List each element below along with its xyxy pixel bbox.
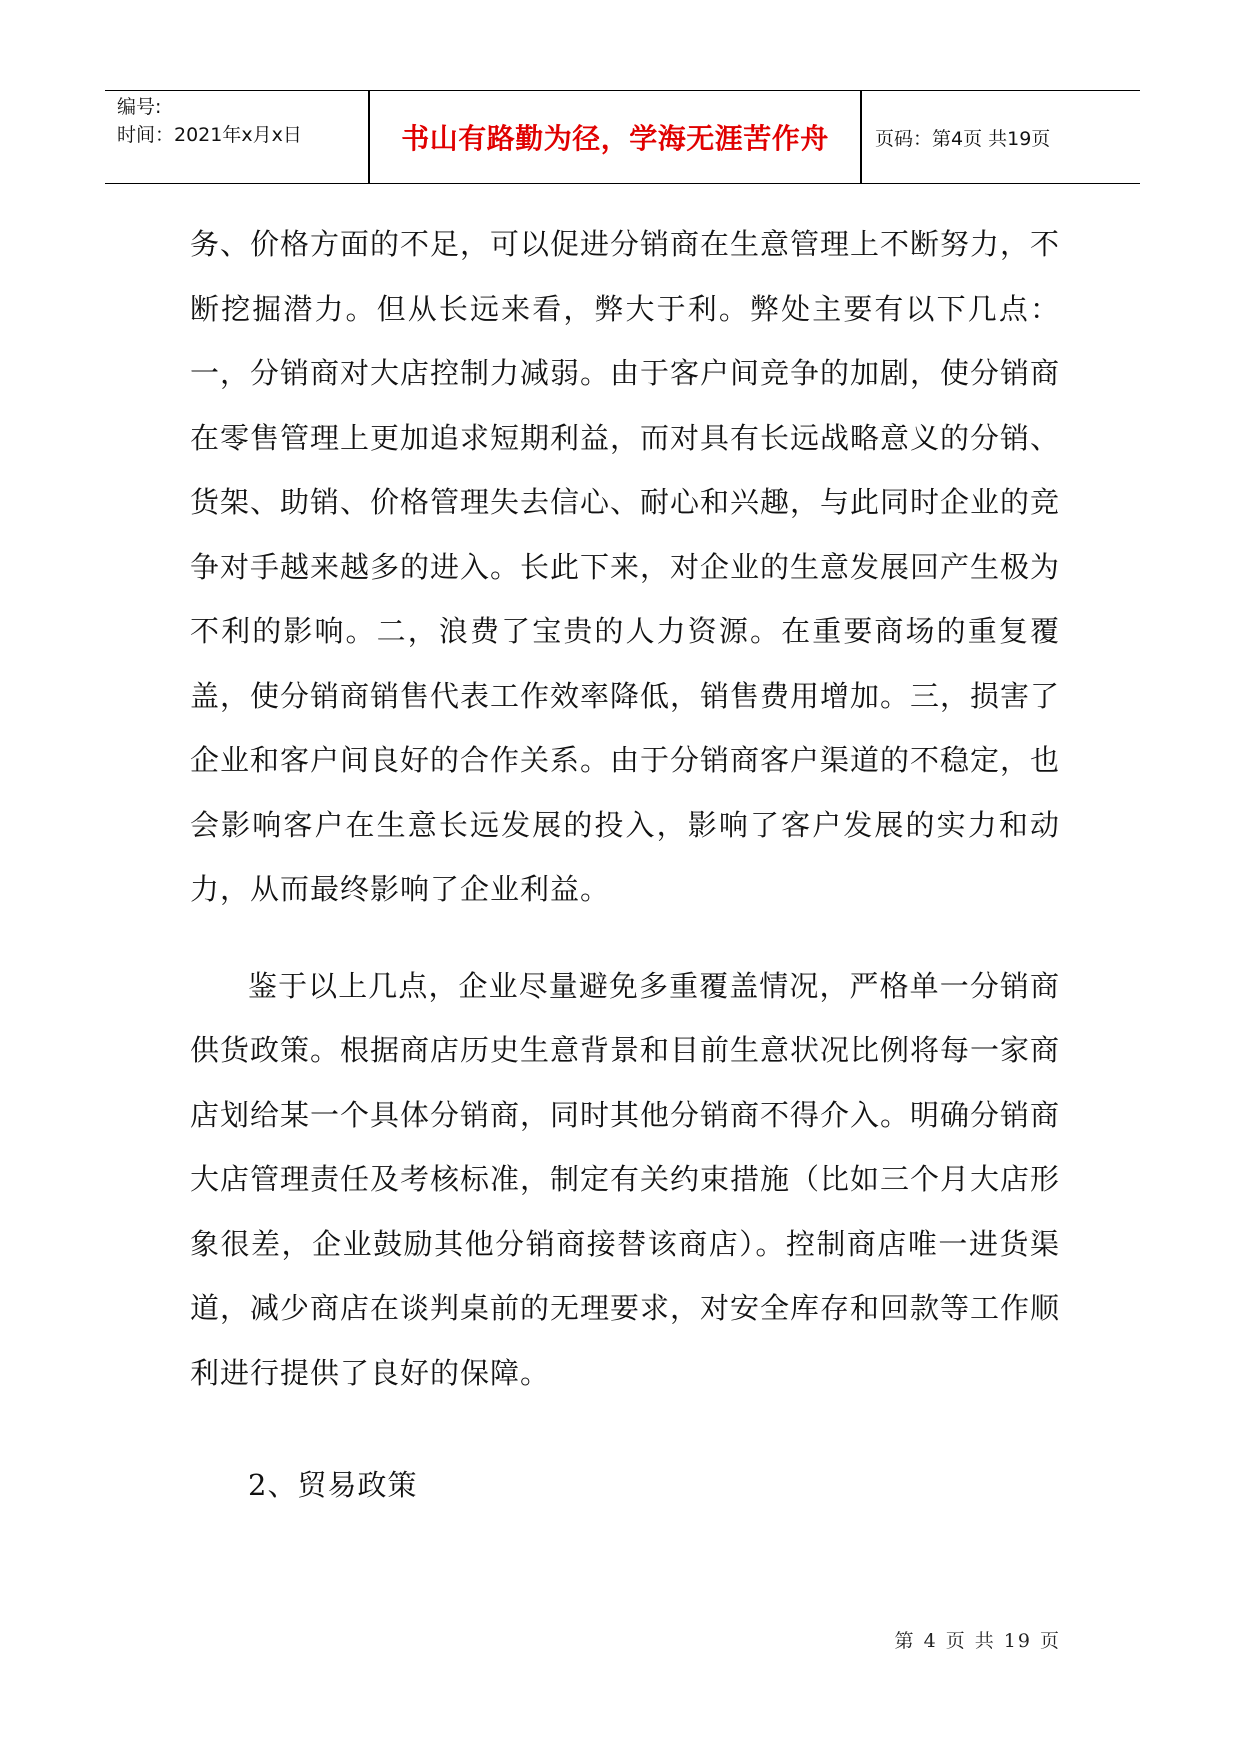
page-header [105, 90, 1140, 184]
time-label: 时间：2021年x月x日 [117, 124, 302, 146]
body-paragraph-1: 务、价格方面的不足，可以促进分销商在生意管理上不断努力，不断挖掘潜力。但从长远来看，弊大于利。弊处主要有以下几点：一，分销商对大店控制力减弱。由于客户间竞争的加剧，使分销商在零售管理上更加追求短期利益，而对具有长远战略意义的分销、货架、助销、价格管理失去信心、耐心和兴趣，与此同时企业的竞争对手越来越多的进入。长此下来，对企业的生意发展回产生极为不利的影响。二，浪费了宝贵的人力资源。在重要商场的重复覆盖，使分销商销售代表工作效率降低，销售费用增加。三，损害了企业和客户间良好的合作关系。由于分销商客户渠道的不稳定，也会影响客户在生意长远发展的投入，影响了客户发展的实力和动力，从而最终影响了企业利益。 [190, 227, 1061, 906]
body-paragraph-2: 鉴于以上几点，企业尽量避免多重覆盖情况，严格单一分销商供货政策。根据商店历史生意背景和目前生意状况比例将每一家商店划给某一个具体分销商，同时其他分销商不得介入。明确分销商大店管理责任及考核标准，制定有关约束措施（比如三个月大店形象很差，企业鼓励其他分销商接替该商店）。控制商店唯一进货渠道，减少商店在谈判桌前的无理要求，对安全库存和回款等工作顺利进行提供了良好的保障。 [190, 968, 1061, 1390]
header-page-code: 页码：第4页 共19页 [875, 127, 1051, 150]
header-motto: 书山有路勤为径，学海无涯苦作舟 [401, 122, 829, 155]
section-heading: 2、贸易政策 [248, 1468, 418, 1502]
page-footer-number: 第 4 页 共 19 页 [894, 1630, 1061, 1652]
serial-number-label: 编号: [117, 96, 162, 118]
document-body [190, 212, 1060, 1518]
header-divider-right [860, 91, 862, 183]
